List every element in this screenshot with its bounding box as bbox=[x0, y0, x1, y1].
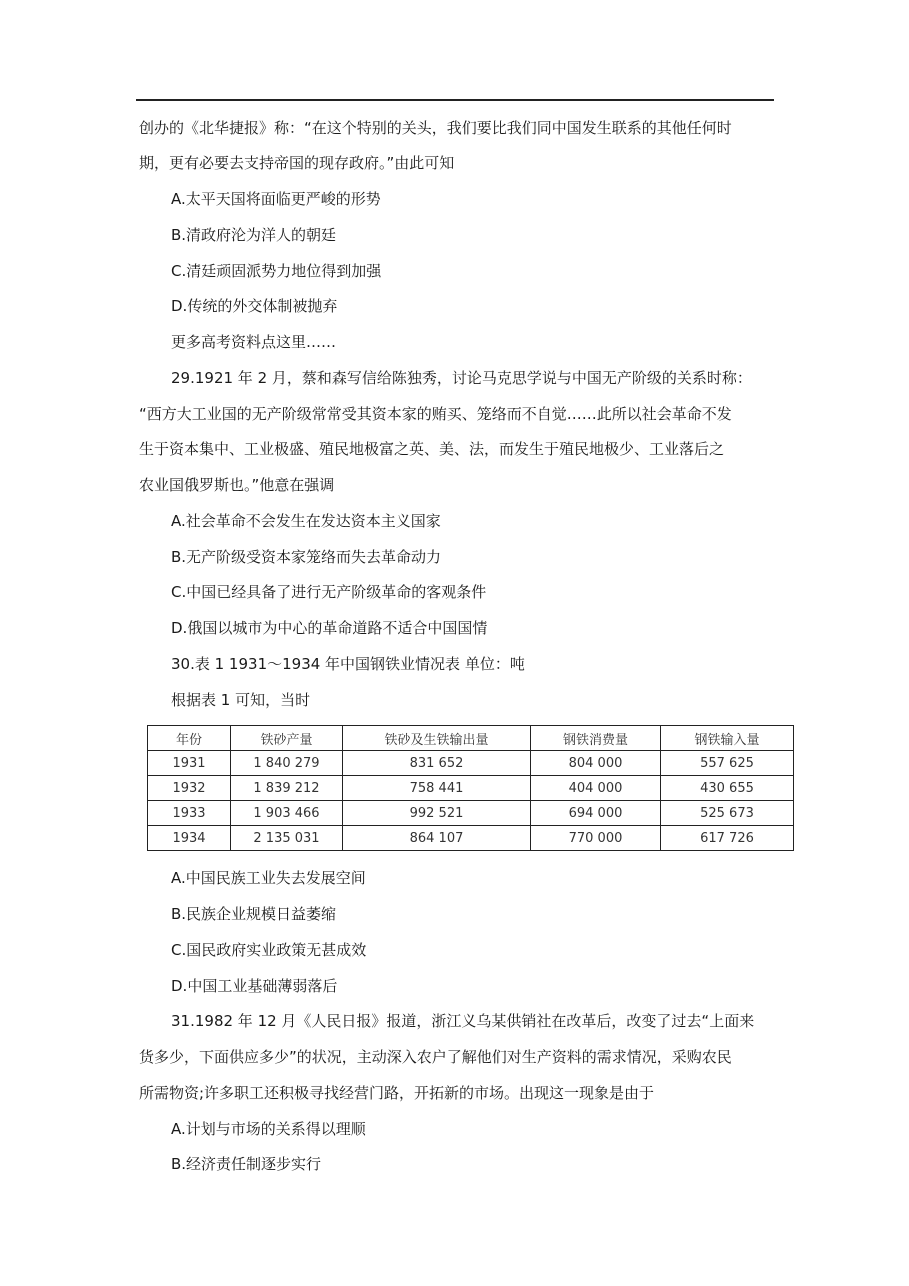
table-cell: 804 000 bbox=[531, 751, 661, 776]
header-rule bbox=[136, 99, 774, 101]
question-30-option-a: A.中国民族工业失去发展空间 bbox=[171, 869, 366, 887]
table-row bbox=[148, 751, 794, 776]
question-28-option-a: A.太平天国将面临更严峻的形势 bbox=[171, 190, 381, 208]
table-row bbox=[148, 801, 794, 826]
table-header-cell: 年份 bbox=[148, 726, 231, 751]
table-header-cell: 钢铁消费量 bbox=[531, 726, 661, 751]
question-28-stem-line-2: 期，更有必要去支持帝国的现存政府。”由此可知 bbox=[139, 154, 455, 172]
question-30-option-b: B.民族企业规模日益萎缩 bbox=[171, 905, 337, 923]
table-cell: 1 839 212 bbox=[231, 776, 343, 801]
table-cell: 992 521 bbox=[343, 801, 531, 826]
table-cell: 617 726 bbox=[661, 826, 794, 851]
question-31-stem-line-3: 所需物资;许多职工还积极寻找经营门路，开拓新的市场。出现这一现象是由于 bbox=[139, 1084, 655, 1102]
question-29-option-d: D.俄国以城市为中心的革命道路不适合中国国情 bbox=[171, 619, 488, 637]
question-29-option-c: C.中国已经具备了进行无产阶级革命的客观条件 bbox=[171, 583, 487, 601]
question-31-option-b: B.经济责任制逐步实行 bbox=[171, 1155, 322, 1173]
table-cell: 770 000 bbox=[531, 826, 661, 851]
table-cell: 1931 bbox=[148, 751, 231, 776]
question-28-option-c: C.清廷顽固派势力地位得到加强 bbox=[171, 262, 382, 280]
table-cell: 831 652 bbox=[343, 751, 531, 776]
table-cell: 1932 bbox=[148, 776, 231, 801]
table-cell: 1933 bbox=[148, 801, 231, 826]
table-row bbox=[148, 826, 794, 851]
question-30-option-d: D.中国工业基础薄弱落后 bbox=[171, 977, 338, 995]
question-28-stem-line-1: 创办的《北华捷报》称：“在这个特别的关头，我们要比我们同中国发生联系的其他任何时 bbox=[139, 119, 732, 137]
question-30-stem-line-1: 30.表 1 1931～1934 年中国钢铁业情况表 单位：吨 bbox=[171, 655, 525, 673]
question-31-stem-line-2: 货多少，下面供应多少”的状况，主动深入农户了解他们对生产资料的需求情况，采购农民 bbox=[139, 1048, 732, 1066]
question-29-stem-line-2: “西方大工业国的无产阶级常常受其资本家的贿买、笼络而不自觉……此所以社会革命不发 bbox=[139, 405, 732, 423]
more-materials-link[interactable]: 更多高考资料点这里…… bbox=[171, 333, 337, 351]
question-30-option-c: C.国民政府实业政策无甚成效 bbox=[171, 941, 367, 959]
question-30-stem-line-2: 根据表 1 可知，当时 bbox=[171, 691, 311, 709]
question-31-stem-line-1: 31.1982 年 12 月《人民日报》报道，浙江义乌某供销社在改革后，改变了过去“上面来 bbox=[171, 1012, 755, 1030]
table-cell: 758 441 bbox=[343, 776, 531, 801]
table-header-row bbox=[148, 726, 794, 751]
question-31-option-a: A.计划与市场的关系得以理顺 bbox=[171, 1120, 366, 1138]
table-cell: 2 135 031 bbox=[231, 826, 343, 851]
table-cell: 1934 bbox=[148, 826, 231, 851]
question-29-option-b: B.无产阶级受资本家笼络而失去革命动力 bbox=[171, 548, 442, 566]
table-cell: 1 903 466 bbox=[231, 801, 343, 826]
table-cell: 430 655 bbox=[661, 776, 794, 801]
question-28-option-b: B.清政府沦为洋人的朝廷 bbox=[171, 226, 337, 244]
steel-industry-table bbox=[147, 725, 794, 851]
table-header-cell: 铁砂及生铁输出量 bbox=[343, 726, 531, 751]
table-cell: 404 000 bbox=[531, 776, 661, 801]
question-29-option-a: A.社会革命不会发生在发达资本主义国家 bbox=[171, 512, 441, 530]
table-cell: 525 673 bbox=[661, 801, 794, 826]
question-28-option-d: D.传统的外交体制被抛弃 bbox=[171, 297, 338, 315]
table-cell: 864 107 bbox=[343, 826, 531, 851]
table-cell: 694 000 bbox=[531, 801, 661, 826]
question-29-stem-line-3: 生于资本集中、工业极盛、殖民地极富之英、美、法，而发生于殖民地极少、工业落后之 bbox=[139, 440, 725, 458]
table-header-cell: 钢铁输入量 bbox=[661, 726, 794, 751]
table-cell: 1 840 279 bbox=[231, 751, 343, 776]
question-29-stem-line-4: 农业国俄罗斯也。”他意在强调 bbox=[139, 476, 335, 494]
question-29-stem-line-1: 29.1921 年 2 月，蔡和森写信给陈独秀，讨论马克思学说与中国无产阶级的关系时称： bbox=[171, 369, 752, 387]
table-header-cell: 铁砂产量 bbox=[231, 726, 343, 751]
table-row bbox=[148, 776, 794, 801]
table-cell: 557 625 bbox=[661, 751, 794, 776]
